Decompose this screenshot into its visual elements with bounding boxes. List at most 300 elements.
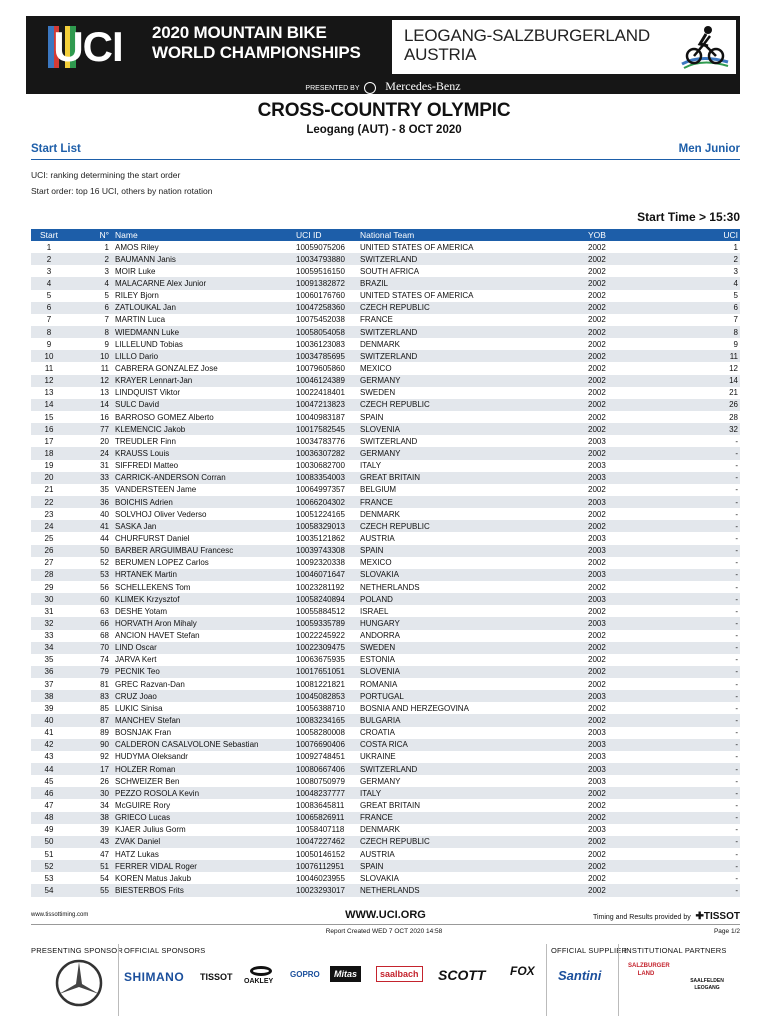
uci-id: 10036123083 [296, 339, 345, 349]
presenting-sponsor-label: PRESENTING SPONSOR [31, 946, 123, 955]
championship-banner [26, 16, 740, 94]
uci-id: 10080667406 [294, 763, 358, 775]
championship-line-2: WORLD CHAMPIONSHIPS [152, 43, 361, 62]
table-row [31, 557, 740, 569]
uci-id: 10023281192 [296, 582, 345, 592]
start-position: 11 [44, 363, 54, 373]
uci-ranking: 9 [733, 339, 738, 349]
year-of-birth: 2002 [586, 787, 671, 799]
start-position: 20 [31, 472, 67, 484]
col-national-team: National Team [358, 229, 586, 241]
uci-id: 10034785695 [294, 350, 358, 362]
uci-id: 10051224165 [296, 509, 345, 519]
gopro-logo: GOPRO [290, 970, 320, 979]
national-team: NETHERLANDS [360, 582, 420, 592]
rider-name: BIESTERBOS Frits [113, 884, 294, 896]
rider-name: LIND Oscar [113, 642, 294, 654]
bib-number: 66 [67, 617, 113, 629]
start-position: 53 [44, 873, 54, 883]
year-of-birth: 2002 [586, 375, 671, 387]
rider-name: KLIMEK Krzysztof [113, 593, 294, 605]
rider-name: GRIECO Lucas [113, 812, 294, 824]
bib-number: 63 [100, 606, 109, 616]
table-row [31, 423, 740, 435]
uci-id: 10076112951 [294, 860, 358, 872]
uci-id: 10035121862 [296, 533, 345, 543]
year-of-birth: 2003 [586, 496, 671, 508]
rider-name: BAUMANN Janis [113, 253, 294, 265]
presented-by-label: PRESENTED BY [305, 85, 360, 92]
bib-number: 85 [100, 703, 109, 713]
table-row [31, 569, 740, 581]
start-position: 17 [44, 436, 54, 446]
start-position: 25 [44, 533, 54, 543]
table-row [31, 581, 740, 593]
uci-ranking: 12 [729, 363, 738, 373]
national-team: AUSTRIA [360, 849, 395, 859]
year-of-birth: 2002 [588, 703, 606, 713]
list-header [31, 143, 740, 160]
table-row [31, 460, 740, 472]
rider-name: SCHELLEKENS Tom [115, 582, 191, 592]
bib-number: 68 [100, 631, 109, 641]
table-row [31, 508, 740, 520]
rider-name: BARBER ARGUIMBAU Francesc [113, 545, 294, 557]
start-position: 49 [44, 825, 54, 835]
bib-number: 36 [67, 496, 113, 508]
uci-id: 10059516150 [296, 266, 345, 276]
rider-name: McGUIRE Rory [115, 801, 171, 811]
year-of-birth: 2003 [586, 617, 671, 629]
start-position: 37 [44, 679, 54, 689]
bib-number: 53 [67, 569, 113, 581]
national-team: CZECH REPUBLIC [358, 836, 586, 848]
start-position: 27 [44, 558, 54, 568]
bib-number: 17 [67, 763, 113, 775]
table-row [31, 593, 740, 605]
national-team: FRANCE [358, 496, 586, 508]
table-row [31, 763, 740, 775]
uci-id: 10079605860 [296, 363, 345, 373]
uci-id: 10036307282 [294, 447, 358, 459]
year-of-birth: 2003 [586, 593, 671, 605]
uci-id: 10058407118 [296, 825, 345, 835]
uci-ranking: - [735, 873, 738, 883]
start-position: 54 [31, 884, 67, 896]
table-row [31, 848, 740, 860]
table-row [31, 872, 740, 884]
rider-name: ANCION HAVET Stefan [115, 631, 200, 641]
rider-name: KOREN Matus Jakub [115, 873, 192, 883]
year-of-birth: 2002 [588, 582, 606, 592]
presenter-name: Mercedes-Benz [385, 79, 461, 93]
bib-number: 9 [104, 339, 109, 349]
uci-ranking: 11 [671, 350, 740, 362]
table-row [31, 666, 740, 678]
start-position: 32 [31, 617, 67, 629]
uci-ranking: - [735, 558, 738, 568]
uci-ranking: - [735, 849, 738, 859]
uci-ranking: - [671, 447, 740, 459]
bib-number: 8 [67, 326, 113, 338]
national-team: PORTUGAL [358, 690, 586, 702]
uci-ranking: - [735, 582, 738, 592]
start-position: 8 [31, 326, 67, 338]
year-of-birth: 2002 [586, 812, 671, 824]
start-position: 47 [44, 801, 54, 811]
uci-id: 10046071647 [294, 569, 358, 581]
uci-id: 10059335789 [294, 617, 358, 629]
uci-id: 10055884512 [296, 606, 345, 616]
bib-number: 56 [100, 582, 109, 592]
uci-ranking: - [671, 860, 740, 872]
rider-name: WIEDMANN Luke [113, 326, 294, 338]
national-team: GERMANY [358, 375, 586, 387]
uci-ranking: - [671, 496, 740, 508]
national-team: MEXICO [360, 363, 392, 373]
uci-id: 10022309475 [294, 642, 358, 654]
start-position: 21 [44, 485, 54, 495]
start-position: 10 [31, 350, 67, 362]
uci-id: 10030682700 [296, 461, 345, 471]
national-team: BOSNIA AND HERZEGOVINA [360, 703, 469, 713]
table-row [31, 812, 740, 824]
uci-ranking: 1 [733, 242, 738, 252]
year-of-birth: 2002 [588, 412, 606, 422]
bib-number: 43 [67, 836, 113, 848]
year-of-birth: 2002 [588, 339, 606, 349]
start-position: 48 [31, 812, 67, 824]
mercedes-star-logo-icon [54, 958, 104, 1008]
start-position: 52 [31, 860, 67, 872]
rider-name: CALDERON CASALVOLONE Sebastian [113, 739, 294, 751]
col-number: N° [67, 229, 113, 241]
uci-ranking: - [735, 752, 738, 762]
national-team: SPAIN [358, 860, 586, 872]
rider-name: ZATLOUKAL Jan [113, 302, 294, 314]
start-position: 39 [44, 703, 54, 713]
year-of-birth: 2002 [588, 509, 606, 519]
bib-number: 39 [100, 825, 109, 835]
bib-number: 20 [100, 436, 109, 446]
rider-name: HATZ Lukas [115, 849, 159, 859]
uci-id: 10059075206 [296, 242, 345, 252]
institutional-partners-label: INSTITUTIONAL PARTNERS [624, 946, 727, 955]
uci-ranking: - [735, 606, 738, 616]
start-position: 9 [46, 339, 52, 349]
oakley-ellipse-icon [250, 966, 272, 976]
national-team: ISRAEL [360, 606, 389, 616]
national-team: SPAIN [360, 412, 384, 422]
start-position: 7 [46, 315, 52, 325]
uci-id: 10060176760 [296, 291, 345, 301]
national-team: MEXICO [360, 558, 392, 568]
uci-id: 10047258360 [294, 302, 358, 314]
bib-number: 51 [67, 860, 113, 872]
national-team: GERMANY [358, 447, 586, 459]
year-of-birth: 2002 [586, 302, 671, 314]
timing-text: Timing and Results provided by [592, 914, 691, 921]
uci-id: 10034783776 [296, 436, 345, 446]
uci-logo: UCI [53, 23, 123, 70]
national-team: SWITZERLAND [358, 350, 586, 362]
table-row [31, 739, 740, 751]
uci-ranking: 26 [671, 399, 740, 411]
uci-id: 10065826911 [294, 812, 358, 824]
table-row [31, 678, 740, 690]
rider-name: RILEY Bjorn [115, 291, 159, 301]
rider-name: CARRICK-ANDERSON Corran [113, 472, 294, 484]
official-supplier-label: OFFICIAL SUPPLIER [551, 946, 628, 955]
start-position: 40 [31, 714, 67, 726]
year-of-birth: 2003 [588, 752, 606, 762]
national-team: SWEDEN [358, 642, 586, 654]
table-row [31, 399, 740, 411]
national-team: BRAZIL [358, 277, 586, 289]
uci-id: 10092748451 [296, 752, 345, 762]
bib-number: 6 [67, 302, 113, 314]
rider-name: MALACARNE Alex Junior [113, 277, 294, 289]
page-number: Page 1/2 [713, 928, 740, 935]
bib-number: 79 [67, 666, 113, 678]
national-team: ROMANIA [360, 679, 398, 689]
rider-name: LUKIC Sinisa [115, 703, 163, 713]
uci-ranking: - [735, 679, 738, 689]
year-of-birth: 2002 [586, 447, 671, 459]
start-position: 34 [31, 642, 67, 654]
national-team: SWEDEN [360, 388, 396, 398]
national-team: CZECH REPUBLIC [358, 520, 586, 532]
rider-name: FERRER VIDAL Roger [113, 860, 294, 872]
uci-id: 10047213823 [294, 399, 358, 411]
santini-logo: Santini [558, 968, 602, 983]
start-position: 3 [46, 266, 52, 276]
national-team: DENMARK [360, 509, 401, 519]
year-of-birth: 2003 [586, 545, 671, 557]
uci-ranking: - [671, 593, 740, 605]
tissot-url[interactable]: www.tissottiming.com [31, 912, 89, 918]
bib-number: 1 [104, 242, 109, 252]
bib-number: 26 [100, 776, 109, 786]
national-team: CZECH REPUBLIC [358, 302, 586, 314]
col-name: Name [113, 229, 294, 241]
national-team: COSTA RICA [358, 739, 586, 751]
year-of-birth: 2003 [586, 569, 671, 581]
start-position: 31 [44, 606, 54, 616]
year-of-birth: 2003 [588, 461, 606, 471]
uci-ranking: 4 [671, 277, 740, 289]
year-of-birth: 2002 [588, 679, 606, 689]
rider-name: BOSNJAK Fran [115, 728, 172, 738]
year-of-birth: 2002 [586, 714, 671, 726]
uci-ranking: 3 [733, 266, 738, 276]
uci-ranking: - [671, 690, 740, 702]
rider-name: BERUMEN LOPEZ Carlos [115, 558, 209, 568]
table-row [31, 484, 740, 496]
uci-id: 10058280008 [296, 728, 345, 738]
national-team: CROATIA [360, 728, 395, 738]
bib-number: 38 [67, 812, 113, 824]
rider-name: HUDYMA Oleksandr [115, 752, 188, 762]
uci-ranking: - [671, 642, 740, 654]
mountain-bike-rider-icon [680, 24, 730, 70]
uci-id: 10064997357 [296, 485, 345, 495]
start-position: 4 [31, 277, 67, 289]
national-team: GREAT BRITAIN [360, 801, 421, 811]
uci-ranking: 32 [671, 423, 740, 435]
bib-number: 41 [67, 520, 113, 532]
table-row [31, 642, 740, 654]
bib-number: 87 [67, 714, 113, 726]
year-of-birth: 2002 [586, 642, 671, 654]
uci-url[interactable]: WWW.UCI.ORG [345, 909, 426, 921]
rider-name: CABRERA GONZALEZ Jose [115, 363, 218, 373]
year-of-birth: 2002 [588, 849, 606, 859]
table-row [31, 532, 740, 544]
year-of-birth: 2002 [588, 873, 606, 883]
bib-number: 13 [100, 388, 109, 398]
start-position: 42 [31, 739, 67, 751]
year-of-birth: 2002 [586, 884, 671, 896]
uci-id: 10083645811 [296, 801, 345, 811]
bib-number: 16 [100, 412, 109, 422]
bib-number: 89 [100, 728, 109, 738]
national-team: SLOVENIA [358, 423, 586, 435]
bib-number: 54 [100, 873, 109, 883]
national-team: SWITZERLAND [358, 253, 586, 265]
start-position: 15 [44, 412, 54, 422]
start-position: 35 [44, 655, 54, 665]
rider-name: KRAYER Lennart-Jan [113, 375, 294, 387]
rider-name: GREC Razvan-Dan [115, 679, 185, 689]
oakley-logo: OAKLEY [244, 978, 274, 985]
uci-ranking: - [735, 485, 738, 495]
uci-ranking: - [735, 703, 738, 713]
table-header-row [31, 229, 740, 241]
national-team: UKRAINE [360, 752, 396, 762]
table-row [31, 362, 740, 374]
bib-number: 74 [100, 655, 109, 665]
start-position: 38 [31, 690, 67, 702]
bib-number: 24 [67, 447, 113, 459]
rider-name: LILLELUND Tobias [115, 339, 183, 349]
year-of-birth: 2003 [586, 739, 671, 751]
list-type: Start List [31, 143, 81, 155]
uci-ranking: - [735, 801, 738, 811]
rider-name: HOLZER Roman [113, 763, 294, 775]
national-team: ANDORRA [360, 631, 401, 641]
bib-number: 81 [100, 679, 109, 689]
uci-id: 10023293017 [294, 884, 358, 896]
uci-ranking: - [735, 776, 738, 786]
year-of-birth: 2002 [588, 801, 606, 811]
uci-ranking: - [735, 509, 738, 519]
uci-ranking: 8 [671, 326, 740, 338]
table-row [31, 617, 740, 629]
start-position: 23 [44, 509, 54, 519]
year-of-birth: 2002 [588, 315, 606, 325]
table-row [31, 690, 740, 702]
saalbach-logo: saalbach [376, 966, 423, 982]
uci-ranking: - [671, 763, 740, 775]
table-row [31, 702, 740, 714]
venue-line-1: LEOGANG-SALZBURGERLAND [404, 26, 650, 45]
table-row [31, 545, 740, 557]
year-of-birth: 2002 [588, 631, 606, 641]
national-team: SLOVENIA [358, 666, 586, 678]
bib-number: 4 [67, 277, 113, 289]
uci-id: 10039743308 [294, 545, 358, 557]
rider-name: SASKA Jan [113, 520, 294, 532]
start-position: 2 [31, 253, 67, 265]
uci-ranking: 28 [729, 412, 738, 422]
scott-logo: SCOTT [438, 967, 486, 983]
year-of-birth: 2002 [586, 860, 671, 872]
uci-ranking: - [671, 569, 740, 581]
year-of-birth: 2002 [586, 326, 671, 338]
table-row [31, 387, 740, 399]
national-team: SLOVAKIA [358, 569, 586, 581]
uci-ranking: - [671, 787, 740, 799]
national-team: POLAND [358, 593, 586, 605]
year-of-birth: 2003 [588, 825, 606, 835]
national-team: ITALY [360, 461, 382, 471]
uci-id: 10040983187 [296, 412, 345, 422]
uci-ranking: - [735, 631, 738, 641]
national-team: GREAT BRITAIN [358, 472, 586, 484]
rider-name: KLEMENCIC Jakob [113, 423, 294, 435]
year-of-birth: 2002 [586, 423, 671, 435]
uci-id: 10092320338 [296, 558, 345, 568]
rider-name: JARVA Kert [115, 655, 157, 665]
uci-ranking: - [671, 739, 740, 751]
start-position: 29 [44, 582, 54, 592]
national-team: GERMANY [360, 776, 401, 786]
uci-ranking: - [735, 461, 738, 471]
uci-ranking: - [671, 884, 740, 896]
start-position: 36 [31, 666, 67, 678]
table-row [31, 290, 740, 302]
rider-name: SIFFREDI Matteo [115, 461, 179, 471]
footer-divider [31, 924, 740, 925]
uci-id: 10091382872 [294, 277, 358, 289]
national-team: AUSTRIA [360, 533, 395, 543]
table-row [31, 314, 740, 326]
saalfelden-leogang-logo: SAALFELDEN LEOGANG [690, 978, 724, 991]
start-position: 12 [31, 375, 67, 387]
year-of-birth: 2002 [588, 266, 606, 276]
table-row [31, 241, 740, 253]
mercedes-star-icon [364, 82, 376, 94]
uci-id: 10048237777 [294, 787, 358, 799]
venue-line-2: AUSTRIA [404, 45, 477, 64]
uci-ranking: - [735, 655, 738, 665]
rider-name: VANDERSTEEN Jame [115, 485, 197, 495]
report-created: Report Created WED 7 OCT 2020 14:58 [325, 928, 443, 935]
table-row [31, 520, 740, 532]
note-start-order: Start order: top 16 UCI, others by nation rotation [31, 186, 213, 196]
rider-name: SOLVHOJ Oliver Vederso [115, 509, 207, 519]
national-team: UNITED STATES OF AMERICA [360, 242, 474, 252]
bib-number: 47 [100, 849, 109, 859]
table-row [31, 447, 740, 459]
bib-number: 60 [67, 593, 113, 605]
uci-ranking: - [671, 545, 740, 557]
uci-id: 10058240894 [294, 593, 358, 605]
uci-id: 10047227462 [294, 836, 358, 848]
uci-ranking: - [671, 520, 740, 532]
col-start: Start [31, 229, 67, 241]
